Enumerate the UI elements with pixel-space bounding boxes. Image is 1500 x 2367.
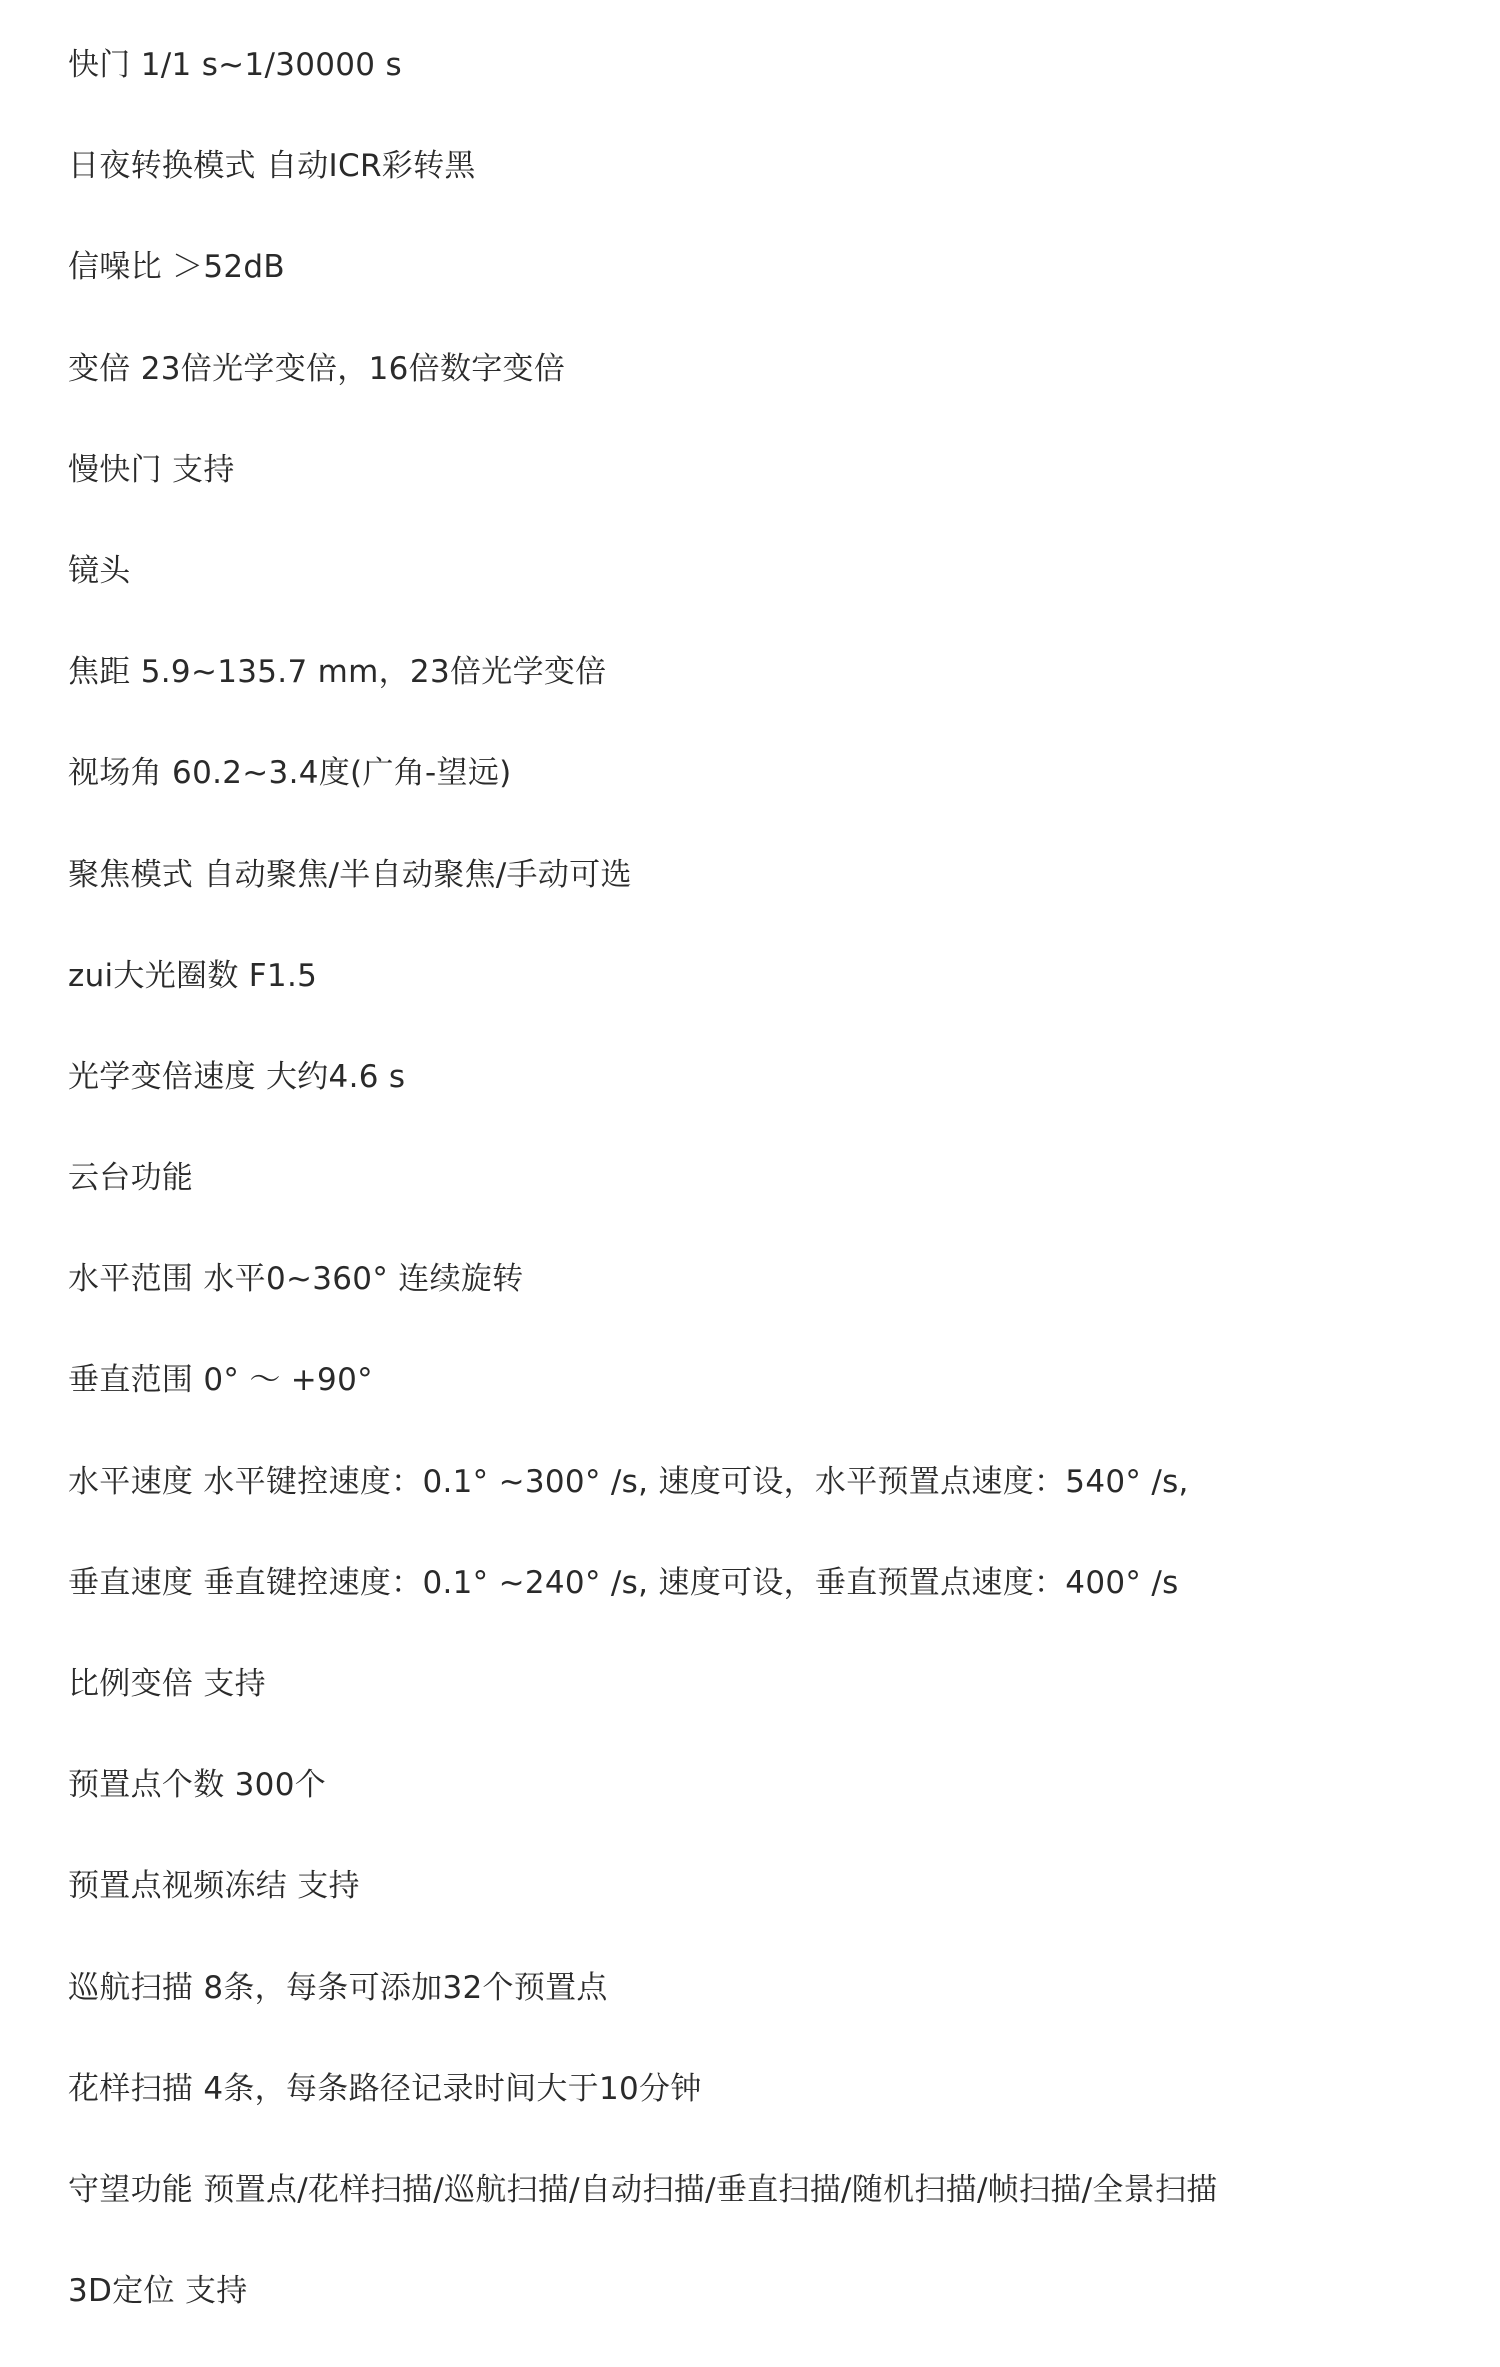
spec-line-zoom-speed: 光学变倍速度 大约4.6 s xyxy=(68,1058,406,1095)
spec-line-zoom: 变倍 23倍光学变倍，16倍数字变倍 xyxy=(68,350,566,387)
spec-line-max-aperture: zui大光圈数 F1.5 xyxy=(68,957,318,994)
spec-line-pan-range: 水平范围 水平0~360° 连续旋转 xyxy=(68,1261,524,1298)
spec-document xyxy=(68,40,1468,2367)
spec-section-ptz: 云台功能 xyxy=(68,1160,194,1197)
spec-line-preset-count: 预置点个数 300个 xyxy=(68,1767,327,1804)
spec-line-day-night-mode: 日夜转换模式 自动ICR彩转黑 xyxy=(68,148,476,185)
spec-line-pattern-scan: 花样扫描 4条，每条路径记录时间大于10分钟 xyxy=(68,2070,702,2107)
spec-line-tilt-speed: 垂直速度 垂直键控速度：0.1° ~240° /s, 速度可设，垂直预置点速度：400° /s xyxy=(68,1564,1179,1601)
spec-line-shutter: 快门 1/1 s~1/30000 s xyxy=(68,47,402,83)
spec-line-slow-shutter: 慢快门 支持 xyxy=(68,451,235,488)
spec-line-park-action: 守望功能 预置点/花样扫描/巡航扫描/自动扫描/垂直扫描/随机扫描/帧扫描/全景扫描 xyxy=(68,2171,1218,2208)
spec-line-patrol-scan: 巡航扫描 8条，每条可添加32个预置点 xyxy=(68,1969,608,2006)
spec-section-lens: 镜头 xyxy=(68,552,131,589)
spec-line-pan-speed: 水平速度 水平键控速度：0.1° ~300° /s, 速度可设，水平预置点速度：540° /s, xyxy=(68,1463,1189,1500)
spec-line-snr: 信噪比 ＞52dB xyxy=(68,249,285,286)
spec-line-focus-mode: 聚焦模式 自动聚焦/半自动聚焦/手动可选 xyxy=(68,856,632,893)
spec-line-tilt-range: 垂直范围 0° ～ +90° xyxy=(68,1362,373,1399)
spec-line-field-of-view: 视场角 60.2~3.4度(广角-望远) xyxy=(68,755,512,792)
spec-line-preset-freeze: 预置点视频冻结 支持 xyxy=(68,1868,360,1905)
spec-line-proportional-zoom: 比例变倍 支持 xyxy=(68,1666,266,1702)
spec-line-3d-positioning: 3D定位 支持 xyxy=(68,2273,248,2310)
spec-line-focal-length: 焦距 5.9~135.7 mm，23倍光学变倍 xyxy=(68,654,607,691)
